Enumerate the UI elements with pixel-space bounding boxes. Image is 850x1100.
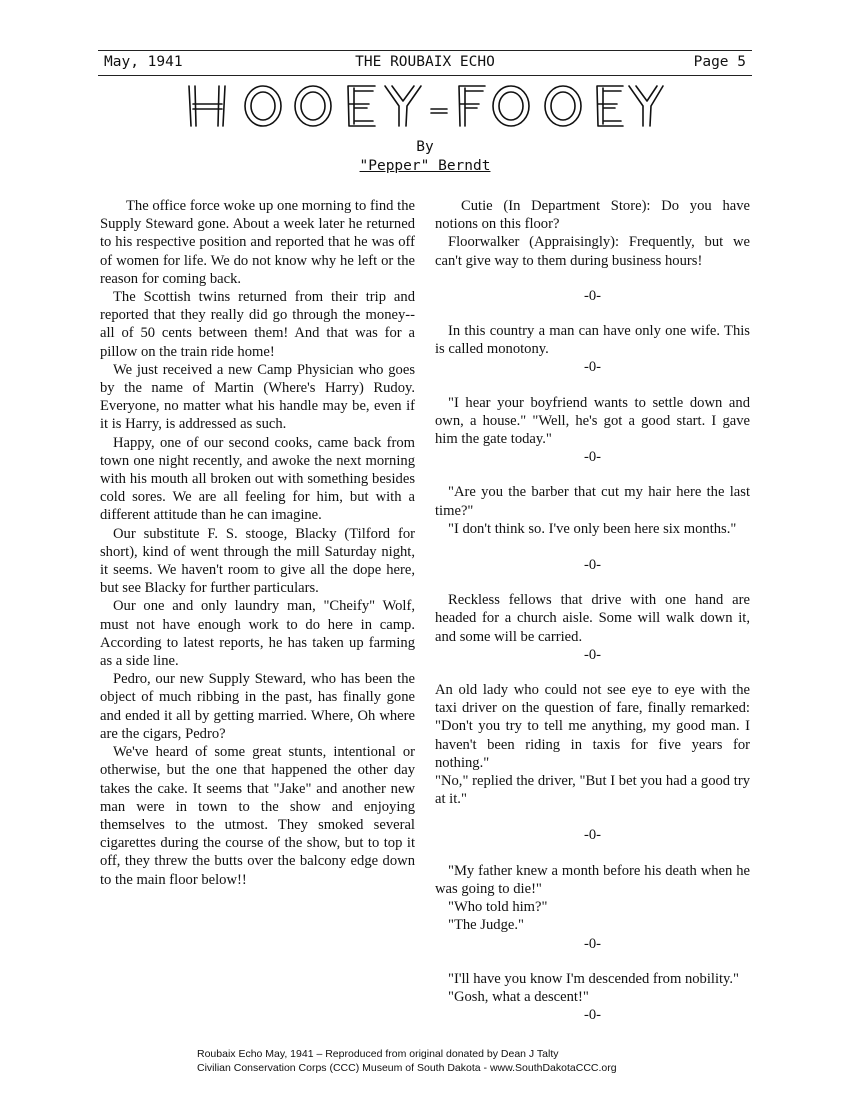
joke-line: Reckless fellows that drive with one hand are headed for a church aisle. Some will walk down it, and some will be carried. [435, 592, 750, 645]
joke-line: "The Judge." [448, 917, 524, 934]
left-column [100, 197, 415, 889]
separator: -0- [583, 1007, 602, 1024]
joke-line: "My father knew a month before his death when he was going to die!" [435, 862, 750, 897]
news-paragraph: We just received a new Camp Physician who goes by the name of Martin (Where's Harry) Rudoy. Everyone, no matter what his handle may be, even if it is Harry, is addressed as such. [100, 361, 415, 433]
news-paragraph: The Scottish twins returned from their trip and reported that they really did go through the money--all of 50 cents between them! And that was for a pillow on the train ride home! [100, 289, 415, 360]
separator: -0- [583, 287, 602, 304]
joke-item [435, 483, 750, 538]
joke-line: "I'll have you know I'm descended from nobility." [448, 970, 740, 987]
news-paragraph: Happy, one of our second cooks, came back from town one night recently, and awoke the next morning with his mouth all broken out with something besides cold sores. We are all feeling for him, but with a different attitude than he can imagine. [100, 434, 415, 524]
byline-by: By [416, 139, 434, 155]
separator: -0- [583, 449, 602, 466]
news-paragraph: Our one and only laundry man, "Cheify" Wolf, must not have enough work to do here in camp. According to latest reports, he has taken up farming as a side line. [100, 598, 415, 670]
news-paragraph: Our substitute F. S. stooge, Blacky (Tilford for short), kind of went through the mill Saturday night, it seems. We haven't room to give all the dope here, but see Blacky for further particulars. [100, 525, 415, 597]
joke-line: "I don't think so. I've only been here six months." [448, 520, 737, 537]
joke-line: "Gosh, what a descent!" [448, 988, 589, 1005]
separator: -0- [583, 359, 602, 376]
joke-item [435, 394, 750, 449]
joke-line: "I hear your boyfriend wants to settle down and own, a house." "Well, he's got a good start. I gave him the gate today." [435, 394, 750, 448]
joke-item [435, 591, 750, 646]
separator: -0- [583, 557, 602, 574]
joke-item [435, 862, 750, 935]
joke-line: In this country a man can have only one wife. This is called monotony. [435, 323, 750, 358]
joke-item [435, 322, 750, 358]
right-column [435, 197, 750, 1024]
byline [0, 138, 850, 176]
news-paragraph: We've heard of some great stunts, intentional or otherwise, but the one that happened the other day takes the cake. It seems that "Jake" and another new man were in town to the show and enjoying themselves to the utmost. They smoked several cigarettes during the course of the show, but to top it off, they threw the butts over the balcony edge down to the main floor below!! [100, 744, 415, 888]
issue-date: May, 1941 [104, 54, 183, 70]
joke-line: "Who told him?" [448, 899, 548, 916]
page-footer [197, 1047, 617, 1075]
footer-museum-line: Civilian Conservation Corps (CCC) Museum of South Dakota - www.SouthDakotaCCC.org [197, 1062, 617, 1074]
page-number: Page 5 [693, 54, 746, 70]
column-title-logo [185, 82, 665, 130]
joke-line: Floorwalker (Appraisingly): Frequently, but we can't give way to them during business hours! [435, 234, 750, 269]
news-paragraph: Pedro, our new Supply Steward, who has been the object of much ribbing in the past, has finally gone and ended it all by getting married. Where, Oh where are the cigars, Pedro? [100, 671, 415, 742]
page-header [98, 50, 752, 76]
joke-item [435, 681, 750, 808]
separator: -0- [583, 646, 602, 663]
publication-name: THE ROUBAIX ECHO [355, 54, 495, 70]
separator: -0- [583, 827, 602, 844]
joke-line: "No," replied the driver, "But I bet you had a good try at it." [435, 773, 750, 808]
joke-line: Cutie (In Department Store): Do you have notions on this floor? [435, 198, 750, 233]
byline-author: "Pepper" Berndt [359, 158, 491, 174]
joke-line: "Are you the barber that cut my hair here the last time?" [435, 484, 750, 519]
joke-item [435, 970, 750, 1006]
separator: -0- [583, 935, 602, 952]
joke-line: An old lady who could not see eye to eye with the taxi driver on the question of fare, finally remarked: "Don't you try to tell me anything, my good man. I haven't been riding in taxis for five years for nothing." [435, 682, 750, 771]
news-paragraph: The office force woke up one morning to find the Supply Steward gone. About a week later he returned to his respective position and reported that he was off of women for life. We do not know why he left or the reason for coming back. [100, 198, 415, 287]
joke-item [435, 197, 750, 270]
footer-source-line: Roubaix Echo May, 1941 – Reproduced from original donated by Dean J Talty [197, 1048, 559, 1060]
